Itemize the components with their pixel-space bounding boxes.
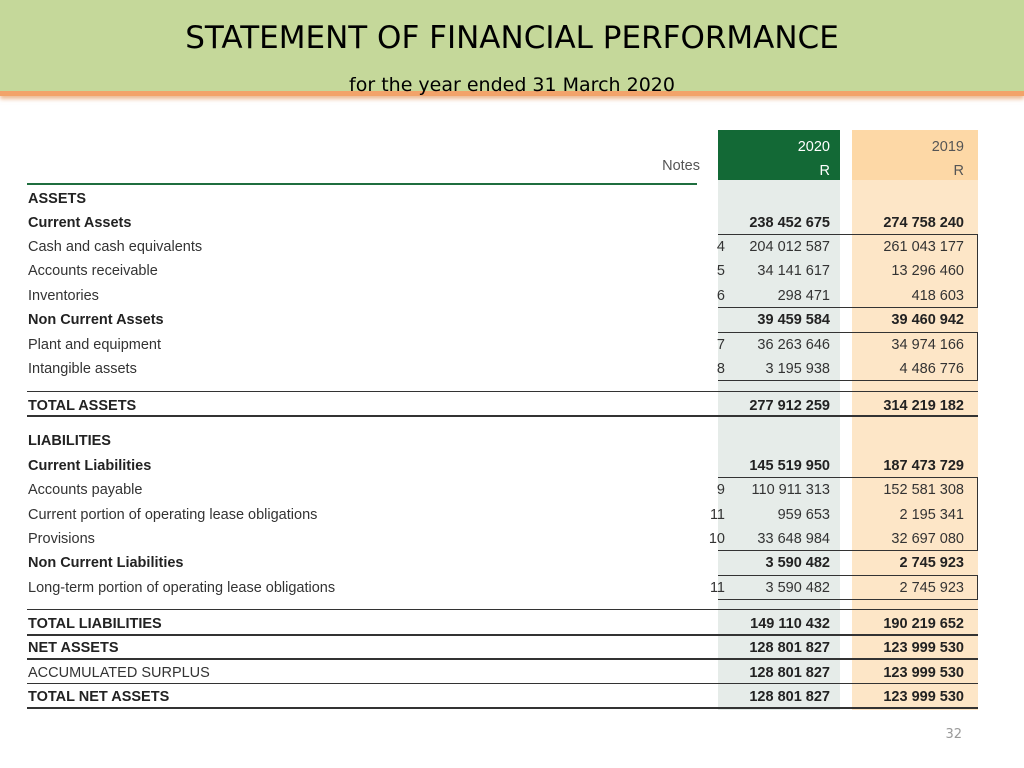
divider [27,391,978,392]
value-2020: 298 471 [777,288,830,304]
value-2020: 3 590 482 [765,555,830,571]
value-2019: 34 974 166 [891,337,964,353]
row-label: Cash and cash equivalents [28,239,203,255]
non-current-assets-detail-box [718,332,978,381]
table-row-current-assets [27,212,978,236]
value-2020: 277 912 259 [749,398,830,414]
non-current-liabilities-detail-box [718,575,978,600]
value-2019: 123 999 530 [883,689,964,705]
row-label: ASSETS [28,191,87,207]
row-note: 10 [708,531,725,547]
value-2019: 314 219 182 [883,398,964,414]
row-label: NET ASSETS [28,640,119,656]
row-label: Current portion of operating lease obligations [28,507,318,523]
divider [27,683,978,684]
value-2020: 36 263 646 [757,337,830,353]
column-header-2019 [852,130,978,180]
divider [27,634,978,636]
value-2019: 187 473 729 [883,458,964,474]
value-2020: 3 590 482 [765,580,830,596]
column-year-2019: 2019 [931,139,964,155]
row-note: 5 [716,263,725,279]
table-row-non-current-assets [27,309,978,333]
row-label: Provisions [28,531,95,547]
row-note: 8 [716,361,725,377]
table-row-current-liabilities [27,455,978,479]
page-subtitle: for the year ended 31 March 2020 [349,74,675,96]
value-2019: 123 999 530 [883,640,964,656]
column-unit-2020: R [819,163,830,179]
value-2020: 149 110 432 [750,616,830,632]
row-label: Long-term portion of operating lease obligations [28,580,336,596]
value-2019: 4 486 776 [899,361,964,377]
row-note: 11 [709,580,725,596]
value-2020: 145 519 950 [749,458,830,474]
table-row-assets [27,188,978,212]
value-2019: 32 697 080 [891,531,964,547]
value-2019: 2 195 341 [899,507,964,523]
column-header-2020 [718,130,840,180]
row-label: Current Assets [28,215,132,231]
value-2020: 238 452 675 [749,215,830,231]
value-2019: 274 758 240 [883,215,964,231]
value-2019: 2 745 923 [899,555,964,571]
value-2020: 204 012 587 [749,239,830,255]
value-2019: 123 999 530 [883,665,964,681]
divider [27,707,978,709]
current-assets-detail-box [718,234,978,308]
value-2020: 128 801 827 [749,689,830,705]
row-label: Accounts receivable [28,263,158,279]
row-label: Inventories [28,288,99,304]
page-number: 32 [945,727,962,742]
value-2019: 190 219 652 [883,616,964,632]
page-title: STATEMENT OF FINANCIAL PERFORMANCE [185,20,839,56]
column-year-2020: 2020 [797,139,830,155]
value-2019: 152 581 308 [883,482,964,498]
value-2019: 2 745 923 [899,580,964,596]
current-liabilities-detail-box [718,477,978,551]
divider [27,658,978,660]
row-label: Non Current Liabilities [28,555,184,571]
row-label: Current Liabilities [28,458,152,474]
column-unit-2019: R [953,163,964,179]
value-2020: 128 801 827 [749,640,830,656]
row-label: Accounts payable [28,482,143,498]
header-divider [27,183,697,185]
row-note: 9 [716,482,725,498]
value-2020: 39 459 584 [757,312,830,328]
divider [27,609,978,610]
row-note: 11 [709,507,725,523]
divider [27,415,978,417]
row-label: Intangible assets [28,361,137,377]
value-2019: 418 603 [911,288,964,304]
row-note: 4 [716,239,725,255]
table-row-liabilities [27,430,978,454]
row-label: Plant and equipment [28,337,162,353]
row-label: TOTAL ASSETS [28,398,137,414]
row-label: Non Current Assets [28,312,164,328]
row-note: 6 [716,288,725,304]
value-2020: 3 195 938 [765,361,830,377]
row-label: LIABILITIES [28,433,111,449]
row-label: TOTAL LIABILITIES [28,616,162,632]
notes-column-header: Notes [662,158,700,174]
value-2020: 959 653 [777,507,830,523]
row-label: ACCUMULATED SURPLUS [28,665,210,681]
value-2019: 39 460 942 [891,312,964,328]
value-2019: 261 043 177 [883,239,964,255]
value-2019: 13 296 460 [891,263,964,279]
table-row-non-current-liabilities [27,552,978,576]
value-2020: 33 648 984 [757,531,830,547]
row-label: TOTAL NET ASSETS [28,689,170,705]
value-2020: 110 911 313 [751,482,830,498]
row-note: 7 [716,337,725,353]
value-2020: 128 801 827 [749,665,830,681]
value-2020: 34 141 617 [757,263,830,279]
